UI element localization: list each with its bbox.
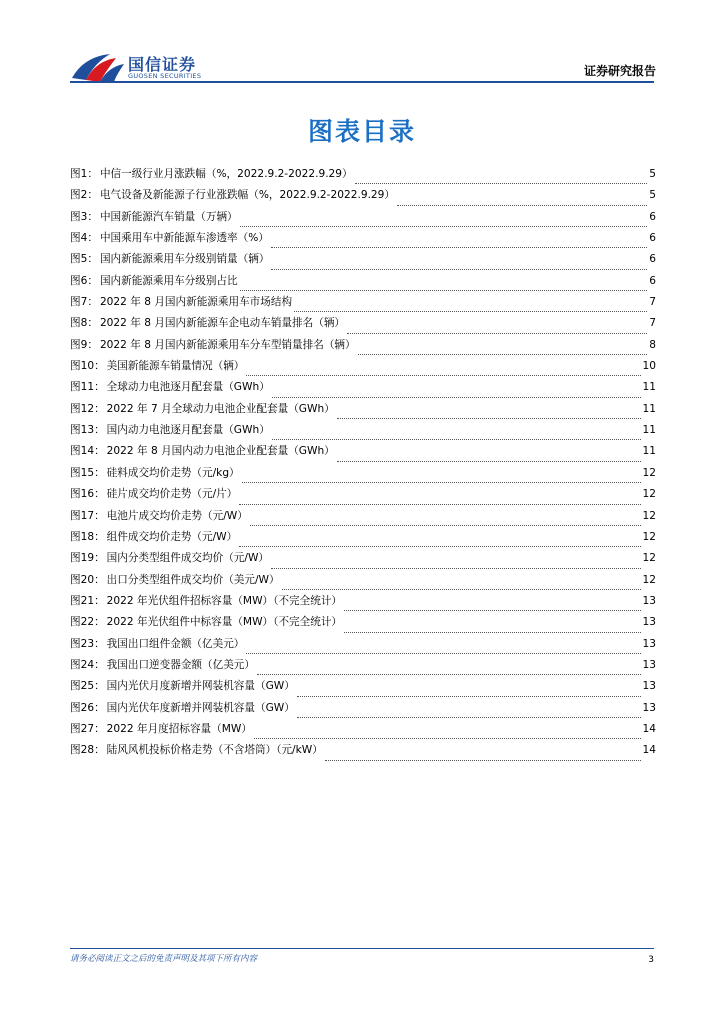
toc-entry-leader-dots [297,716,641,718]
toc-entry[interactable] [70,593,656,614]
toc-entry[interactable] [70,401,656,422]
toc-entry[interactable] [70,486,656,507]
toc-entry-title: 国内光伏年度新增并网装机容量（GW） [106,701,295,714]
toc-entry-number: 图2： [70,189,98,202]
toc-entry-number: 图5： [70,253,98,266]
toc-entry-leader-dots [239,545,640,547]
toc-entry-page: 11 [642,445,656,458]
toc-entry-number: 图27： [70,722,105,735]
toc-entry-page: 6 [649,232,656,245]
toc-entry-number: 图3： [70,210,98,223]
toc-entry-page: 13 [642,616,656,629]
toc-entry-title: 组件成交均价走势（元/W） [106,530,238,543]
toc-entry-leader-dots [242,481,641,483]
toc-entry-number: 图7： [70,296,98,309]
toc-entry[interactable] [70,636,656,657]
toc-entry-number: 图17： [70,509,105,522]
toc-entry[interactable] [70,529,656,550]
toc-entry-page: 11 [642,424,656,437]
toc-entry-leader-dots [344,609,641,611]
toc-entry-title: 我国出口组件金额（亿美元） [106,637,245,650]
toc-entry-leader-dots [246,374,640,376]
toc-entry-leader-dots [271,268,647,270]
toc-entry[interactable] [70,251,656,272]
toc-entry-page: 13 [642,594,656,607]
toc-entry[interactable] [70,187,656,208]
toc-entry-title: 2022 年月度招标容量（MW） [106,722,252,735]
page-header [0,0,724,90]
toc-entry-page: 11 [642,402,656,415]
toc-entry-title: 2022 年 8 月国内新能源乘用车市场结构 [99,296,293,309]
toc-entry[interactable] [70,337,656,358]
toc-entry-page: 6 [649,210,656,223]
toc-entry-title: 国内新能源乘用车分级别占比 [99,274,238,287]
toc-entry-page: 12 [642,466,656,479]
guosen-logo-icon [70,50,126,84]
toc-entry-title: 出口分类型组件成交均价（美元/W） [106,573,280,586]
toc-entry-title: 2022 年光伏组件招标容量（MW）（不完全统计） [106,594,343,607]
toc-entry-title: 电气设备及新能源子行业涨跌幅（%，2022.9.2-2022.9.29） [99,189,396,202]
toc-entry-number: 图24： [70,658,105,671]
toc-entry-title: 2022 年 8 月国内新能源乘用车分车型销量排名（辆） [99,338,356,351]
toc-entry[interactable] [70,465,656,486]
toc-entry[interactable] [70,379,656,400]
toc-entry-number: 图1： [70,168,98,180]
toc-entry-number: 图12： [70,402,105,415]
toc-entry-page: 12 [642,573,656,586]
toc-entry[interactable] [70,614,656,635]
logo-english-name: GUOSEN SECURITIES [128,72,202,80]
toc-entry-leader-dots [337,417,641,419]
toc-entry-leader-dots [272,396,641,398]
toc-entry[interactable] [70,273,656,294]
toc-entry-page: 13 [642,637,656,650]
toc-entry-title: 国内动力电池逐月配套量（GWh） [106,424,270,437]
toc-entry-number: 图18： [70,530,105,543]
toc-entry-title: 我国出口逆变器金额（亿美元） [106,658,255,671]
toc-entry-number: 图21： [70,594,105,607]
toc-entry-leader-dots [344,631,641,633]
toc-entry-page: 12 [642,552,656,565]
toc-entry[interactable] [70,358,656,379]
toc-entry-number: 图25： [70,680,105,693]
toc-entry-leader-dots [337,460,641,462]
toc-entry-page: 10 [642,360,656,373]
toc-entry-number: 图6： [70,274,98,287]
toc-entry-title: 硅片成交均价走势（元/片） [106,488,238,501]
toc-entry-title: 国内光伏月度新增并网装机容量（GW） [106,680,295,693]
toc-entry-title: 中国新能源汽车销量（万辆） [99,210,238,223]
toc-entry-page: 5 [649,189,656,202]
toc-entry-number: 图19： [70,552,105,565]
toc-entry-number: 图9： [70,338,98,351]
footer-divider [70,948,654,949]
toc-entry[interactable] [70,700,656,721]
toc-entry-leader-dots [257,673,641,675]
toc-entry-number: 图10： [70,360,105,373]
toc-entry-number: 图15： [70,466,105,479]
toc-list [70,166,656,764]
toc-entry-leader-dots [250,524,641,526]
toc-entry[interactable] [70,166,656,187]
report-type-label: 证券研究报告 [583,64,656,78]
toc-entry-page: 7 [649,317,656,330]
toc-entry-number: 图14： [70,445,105,458]
toc-entry[interactable] [70,742,656,763]
toc-entry-leader-dots [254,737,641,739]
toc-entry-page: 8 [649,338,656,351]
toc-entry-title: 中信一级行业月涨跌幅（%，2022.9.2-2022.9.29） [99,168,353,180]
toc-entry-number: 图22： [70,616,105,629]
toc-entry-page: 13 [642,701,656,714]
toc-entry-number: 图20： [70,573,105,586]
toc-entry-page: 12 [642,530,656,543]
toc-entry-leader-dots [325,759,641,761]
header-divider [70,81,654,83]
toc-entry-number: 图26： [70,701,105,714]
toc-entry-page: 7 [649,296,656,309]
toc-entry-title: 全球动力电池逐月配套量（GWh） [106,381,270,394]
toc-entry-leader-dots [355,182,648,184]
toc-entry[interactable] [70,294,656,315]
toc-entry-title: 2022 年 7 月全球动力电池企业配套量（GWh） [106,402,335,415]
toc-entry-leader-dots [272,438,641,440]
toc-entry-page: 6 [649,253,656,266]
toc-entry-leader-dots [397,204,647,206]
toc-entry-page: 12 [642,488,656,501]
toc-entry-leader-dots [347,332,647,334]
toc-entry-number: 图28： [70,744,105,757]
toc-entry[interactable] [70,508,656,529]
toc-entry-leader-dots [240,225,648,227]
toc-entry-title: 硅料成交均价走势（元/kg） [106,466,240,479]
toc-entry-leader-dots [239,503,640,505]
toc-entry-title: 2022 年 8 月国内新能源车企电动车销量排名（辆） [99,317,346,330]
toc-entry-title: 2022 年光伏组件中标容量（MW）（不完全统计） [106,616,343,629]
toc-entry-page: 13 [642,658,656,671]
toc-entry-number: 图13： [70,424,105,437]
page-number: 3 [648,955,654,965]
toc-entry-page: 12 [642,509,656,522]
toc-entry-title: 中国乘用车中新能源车渗透率（%） [99,232,269,245]
toc-entry-leader-dots [246,652,640,654]
toc-entry-number: 图8： [70,317,98,330]
toc-entry-page: 13 [642,680,656,693]
toc-entry-page: 6 [649,274,656,287]
toc-entry[interactable] [70,209,656,230]
footer-disclaimer: 请务必阅读正文之后的免责声明及其项下所有内容 [70,954,258,964]
toc-entry[interactable] [70,443,656,464]
toc-entry[interactable] [70,315,656,336]
toc-entry[interactable] [70,721,656,742]
toc-entry-leader-dots [271,246,647,248]
toc-entry-title: 陆风风机投标价格走势（不含塔筒）（元/kW） [106,744,323,757]
toc-entry[interactable] [70,678,656,699]
toc-entry[interactable] [70,550,656,571]
toc-entry-number: 图11： [70,381,105,394]
toc-entry[interactable] [70,422,656,443]
toc-entry-page: 11 [642,381,656,394]
toc-entry-leader-dots [240,289,648,291]
toc-entry-leader-dots [294,310,647,312]
toc-entry-title: 国内分类型组件成交均价（元/W） [106,552,270,565]
toc-entry-number: 图16： [70,488,105,501]
toc-entry-title: 电池片成交均价走势（元/W） [106,509,248,522]
toc-entry-title: 国内新能源乘用车分级别销量（辆） [99,253,270,266]
toc-entry-number: 图4： [70,232,98,245]
toc-entry-leader-dots [297,695,641,697]
toc-entry[interactable] [70,572,656,593]
toc-entry-page: 14 [642,744,656,757]
toc-entry-number: 图23： [70,637,105,650]
toc-entry-title: 2022 年 8 月国内动力电池企业配套量（GWh） [106,445,335,458]
toc-title: 图表目录 [307,117,416,146]
toc-entry-leader-dots [358,353,648,355]
toc-entry[interactable] [70,657,656,678]
toc-entry-page: 14 [642,722,656,735]
toc-entry-leader-dots [271,567,640,569]
toc-entry-page: 5 [649,168,656,180]
toc-entry[interactable] [70,230,656,251]
logo-chinese-name: 国信证券 [128,55,197,74]
toc-entry-title: 美国新能源车销量情况（辆） [106,360,245,373]
toc-entry-leader-dots [282,588,641,590]
